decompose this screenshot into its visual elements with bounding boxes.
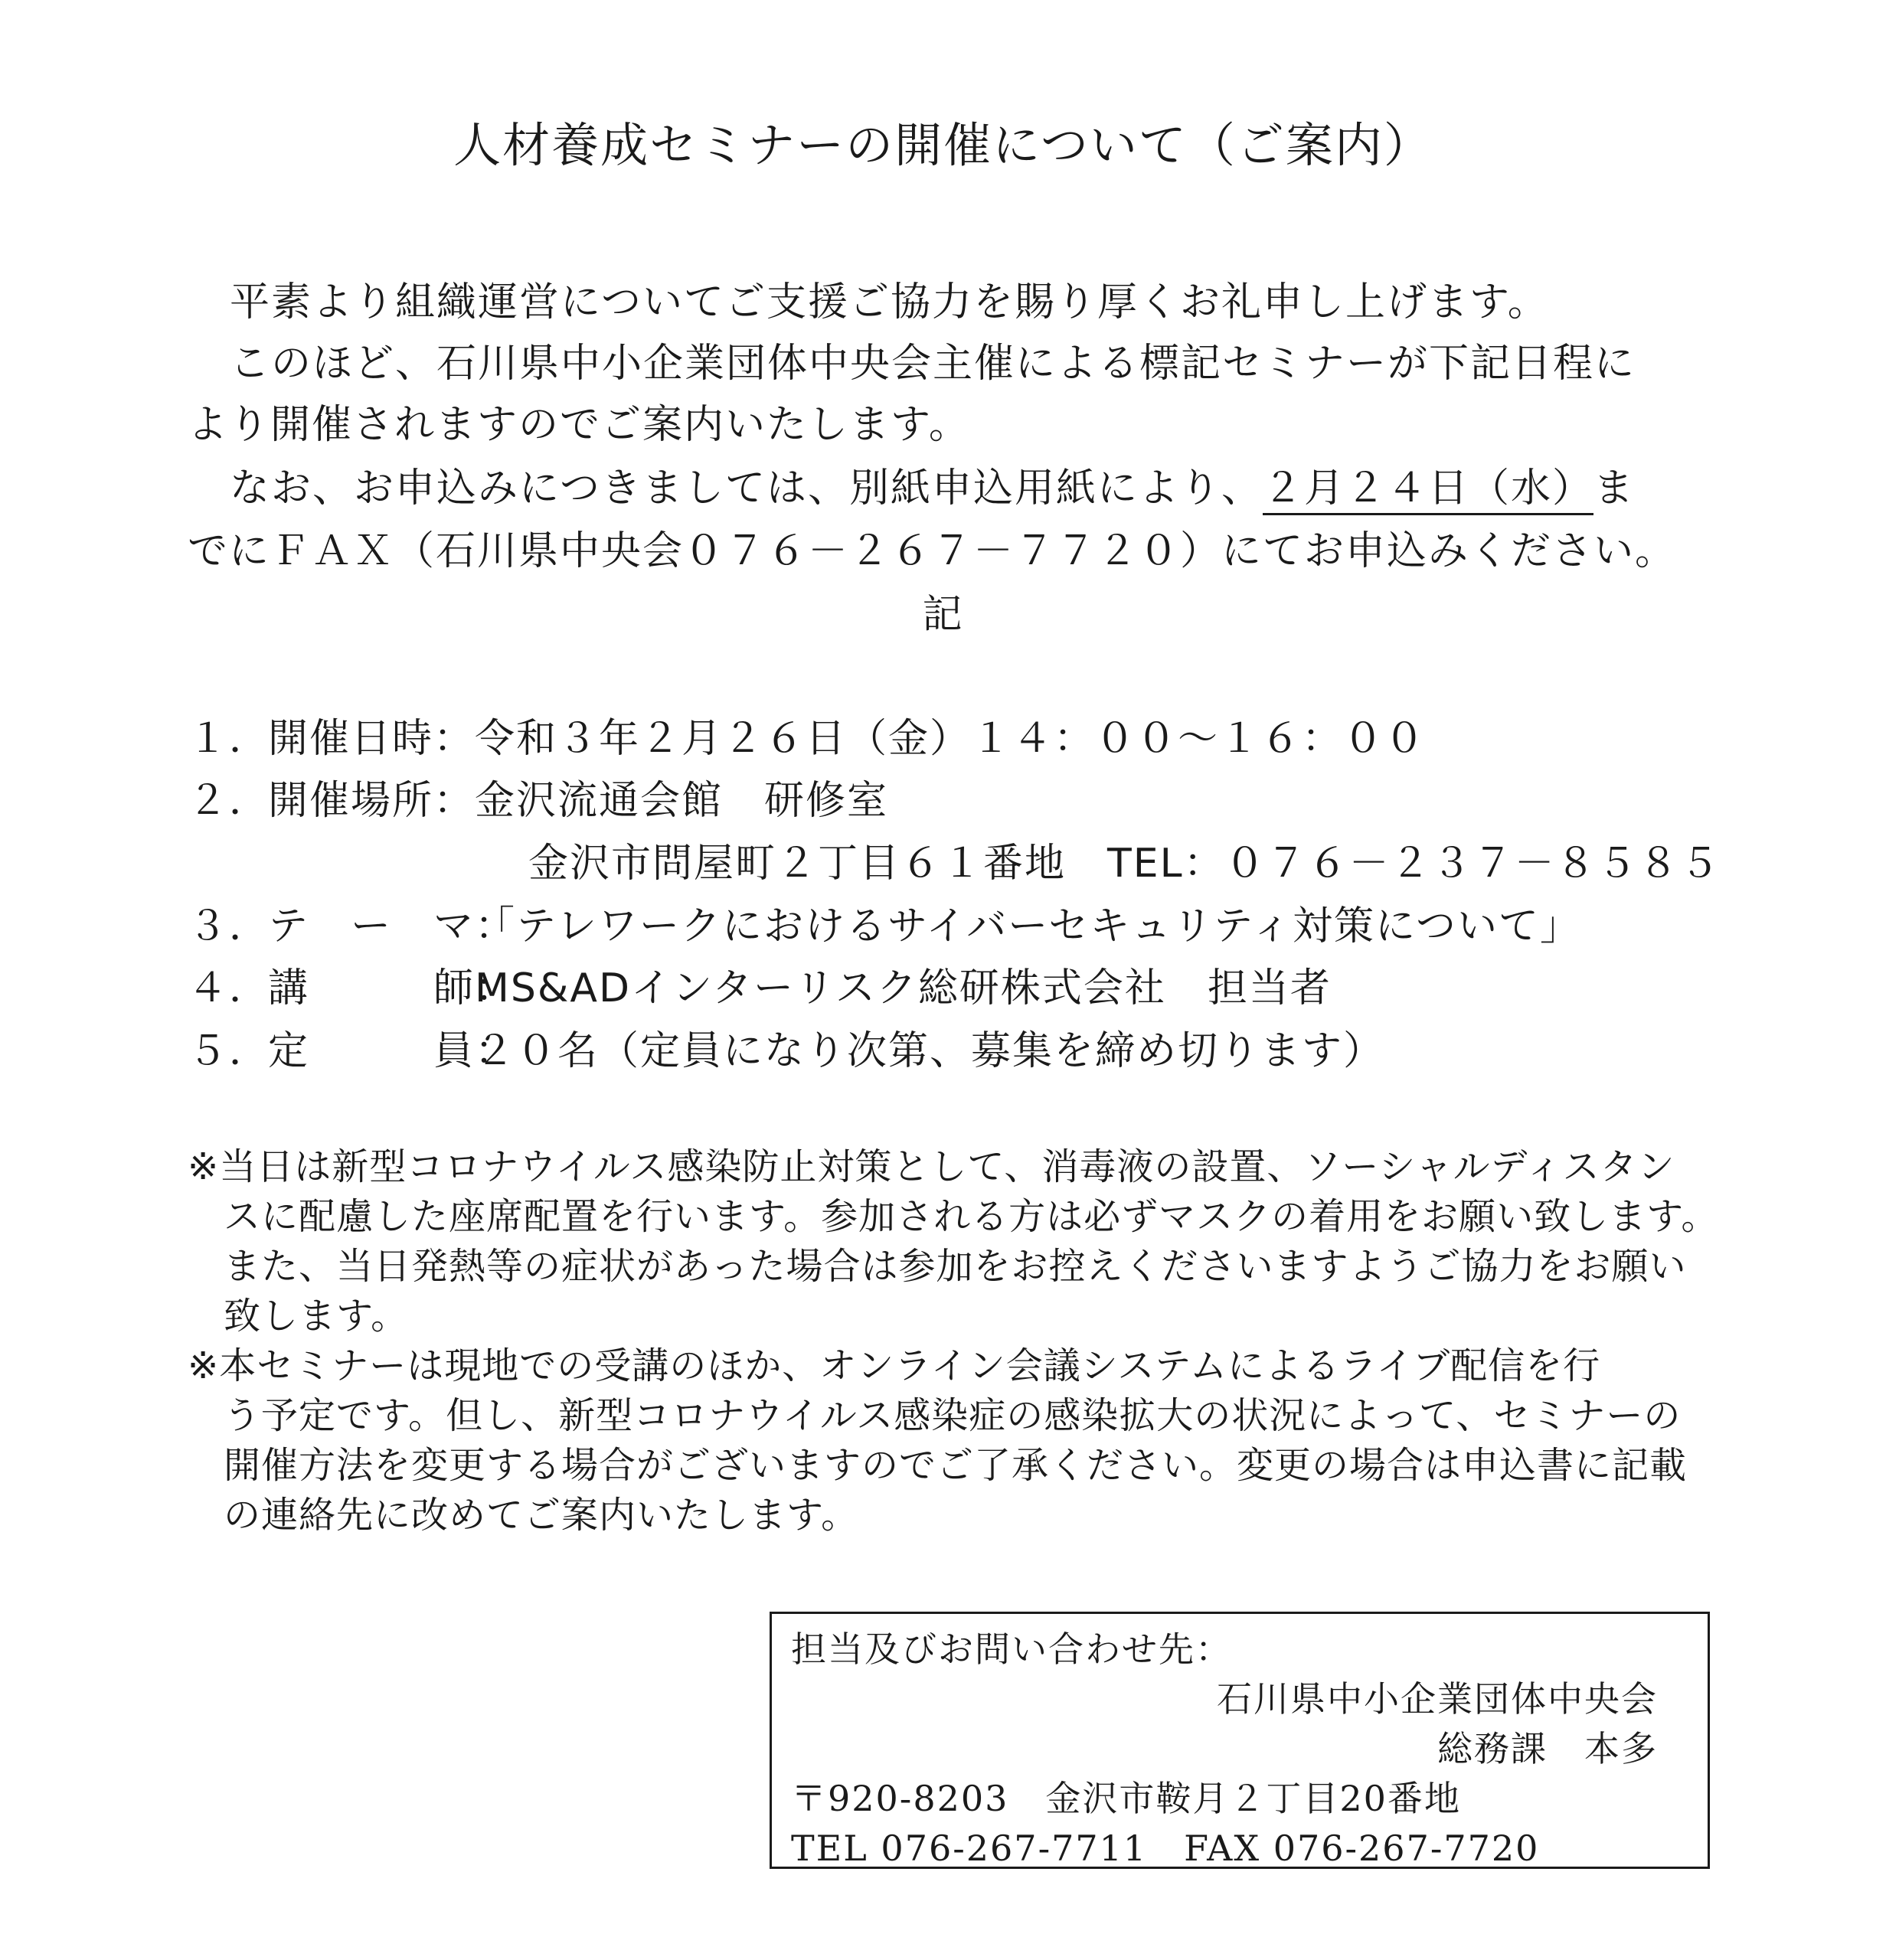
contact-box <box>770 1612 1710 1869</box>
detail-item-value: MS&ADインターリスク総研株式会社 担当者 <box>475 965 1332 1011</box>
detail-item-date <box>188 706 1426 763</box>
document-title: 人材養成セミナーの開催について（ご案内） <box>453 117 1433 173</box>
intro-paragraph-2-line-2: より開催されますのでご案内いたします。 <box>188 402 970 448</box>
intro-paragraph-3-prefix: なお、お申込みにつきましては、別紙申込用紙により、 <box>230 466 1263 511</box>
detail-item-label: 開催場所： <box>268 778 476 824</box>
contact-person: 総務課 本多 <box>1437 1728 1658 1769</box>
detail-item-capacity <box>188 1018 1384 1076</box>
detail-item-value: 金沢流通会館 研修室 <box>475 778 889 824</box>
note-line: スに配慮した座席配置を行います。参加される方は必ずマスクの着用をお願い致します。 <box>224 1195 1719 1238</box>
deadline-text: ２月２４日（水） <box>1263 466 1593 515</box>
detail-item-number: ４． <box>188 965 271 1011</box>
detail-item-lecturer <box>188 956 1332 1013</box>
contact-address: 〒920-8203 金沢市鞍月２丁目20番地 <box>791 1778 1461 1819</box>
note-line: う予定です。但し、新型コロナウイルス感染症の感染拡大の状況によって、セミナーの <box>224 1394 1682 1437</box>
detail-item-label: 講 師： <box>268 965 517 1011</box>
note-line: の連絡先に改めてご案内いたします。 <box>224 1494 859 1537</box>
contact-phone-fax: TEL 076-267-7711 FAX 076-267-7720 <box>791 1828 1540 1869</box>
note-line: 開催方法を変更する場合がございますのでご了承ください。変更の場合は申込書に記載 <box>224 1444 1688 1487</box>
note-line: ※当日は新型コロナウイルス感染防止対策として、消毒液の設置、ソーシャルディスタン <box>188 1145 1675 1188</box>
contact-heading: 担当及びお問い合わせ先： <box>791 1628 1232 1670</box>
detail-item-number: ２． <box>188 778 271 824</box>
intro-paragraph-3-line-1 <box>230 456 1635 513</box>
detail-item-number: ５． <box>188 1028 271 1074</box>
detail-item-venue <box>188 768 888 825</box>
note-line: 致します。 <box>224 1295 409 1338</box>
ki-heading: 記 <box>922 592 964 638</box>
detail-item-value: 金沢市問屋町２丁目６１番地 TEL：０７６－２３７－８５８５ <box>528 841 1721 887</box>
detail-item-value: ２０名（定員になり次第、募集を締め切ります） <box>475 1028 1385 1074</box>
detail-item-value: 令和３年２月２６日（金）１４：００～１６：００ <box>475 716 1427 762</box>
intro-paragraph-3-suffix: ま <box>1593 466 1635 511</box>
detail-item-theme <box>188 893 1581 951</box>
detail-item-number: １． <box>188 716 271 762</box>
detail-item-value: 「テレワークにおけるサイバーセキュリティ対策について」 <box>475 903 1582 949</box>
detail-item-label: 定 員： <box>268 1028 517 1074</box>
intro-paragraph-2-line-1: このほど、石川県中小企業団体中央会主催による標記セミナーが下記日程に <box>230 341 1636 387</box>
note-line: また、当日発熱等の症状があった場合は参加をお控えくださいますようご協力をお願い <box>224 1245 1687 1288</box>
detail-item-number: ３． <box>188 903 271 949</box>
note-line: ※本セミナーは現地での受講のほか、オンライン会議システムによるライブ配信を行 <box>188 1344 1601 1387</box>
detail-item-label: 開催日時： <box>268 716 476 762</box>
detail-item-venue-address <box>528 831 1721 888</box>
contact-organization: 石川県中小企業団体中央会 <box>1217 1678 1658 1720</box>
intro-paragraph-3-line-2: でにＦＡＸ（石川県中央会０７６－２６７－７７２０）にてお申込みください。 <box>188 528 1677 574</box>
intro-paragraph-1: 平素より組織運営についてご支援ご協力を賜り厚くお礼申し上げます。 <box>230 279 1549 325</box>
detail-item-label: テ ー マ： <box>268 903 517 949</box>
